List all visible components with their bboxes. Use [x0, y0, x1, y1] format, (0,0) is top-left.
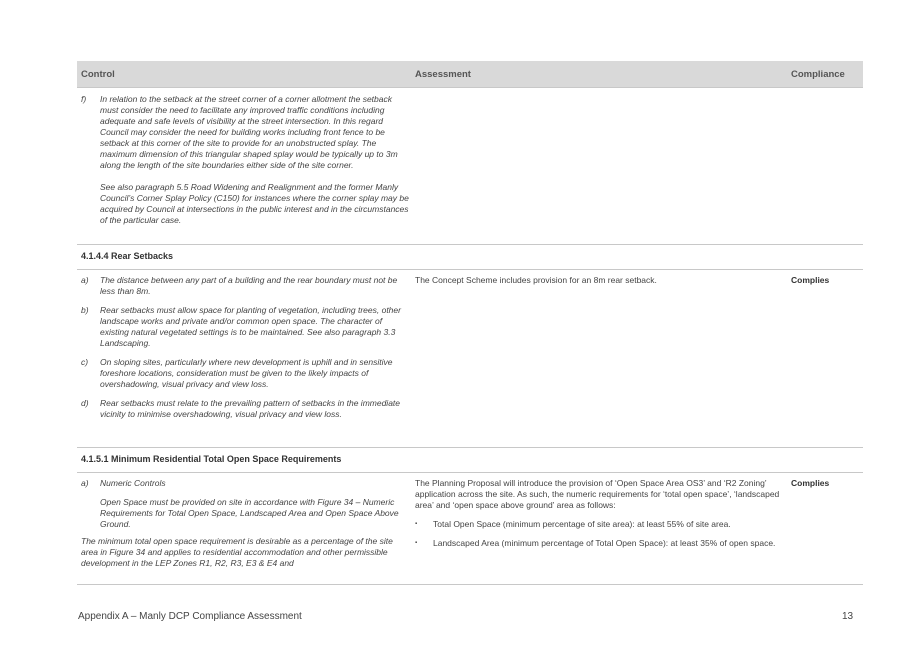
status-badge: Complies — [791, 478, 830, 488]
control-item — [81, 305, 415, 349]
control-text: In relation to the setback at the street corner of a corner allotment the setback must consider the need to facilitate any improved traffic conditions including adequate and safe levels of visibility at the street intersection. In this regard Council may consider the need for building works including front fence to be setback at this corner of the site to provide for an unobstructed splay. The maximum dimension of this triangular shaped splay would be typically up to 3m along the length of the site boundaries either side of the site corner. — [100, 94, 398, 170]
table-header — [77, 61, 863, 88]
item-label: c) — [81, 357, 89, 367]
list-item — [415, 519, 781, 530]
item-label: b) — [81, 305, 89, 315]
page-number: 13 — [842, 611, 854, 622]
header-assessment: Assessment — [415, 68, 471, 80]
control-item — [81, 478, 415, 530]
header-control: Control — [81, 68, 115, 80]
table-row-open-space — [77, 473, 863, 585]
item-label: a) — [81, 275, 89, 285]
section-heading-open-space: 4.1.5.1 Minimum Residential Total Open Space Requirements — [77, 448, 863, 473]
header-compliance: Compliance — [791, 68, 845, 80]
status-badge: Complies — [791, 275, 830, 285]
list-item — [415, 538, 781, 549]
control-text: The distance between any part of a building and the rear boundary must not be less than 8m. — [100, 275, 398, 296]
item-label: f) — [81, 94, 87, 104]
control-item — [81, 275, 415, 297]
control-text: On sloping sites, particularly where new development is uphill and in sensitive foreshore locations, consideration must be given to the likely impacts of overshadowing, visual privacy and view loss. — [100, 357, 393, 389]
control-heading: Numeric Controls — [100, 478, 166, 488]
item-label: d) — [81, 398, 89, 408]
table-row-rear-setbacks — [77, 270, 863, 448]
table-row-f — [77, 88, 863, 245]
assessment-text: The Planning Proposal will introduce the provision of ‘Open Space Area OS3’ and ‘R2 Zoning’ application across the site. As such, the numeric requirements for ‘total open space’, ‘landscaped area’ and ‘open space above ground’ area as follows: — [415, 478, 780, 510]
control-item — [81, 398, 415, 420]
control-text: Rear setbacks must allow space for planting of vegetation, including trees, other landscape works and private and/or common open space. The character of existing natural vegetated settings is to be maintained. See also paragraph 3.3 Landscaping. — [100, 305, 401, 348]
footer-title: Appendix A – Manly DCP Compliance Assessment — [78, 611, 302, 622]
control-item — [81, 357, 415, 390]
item-label: a) — [81, 478, 89, 488]
control-text: The minimum total open space requirement is desirable as a percentage of the site area in Figure 34 and applies to residential accommodation and other permissible development in the LEP Zones R1, R2, R3, E3 & E4 and — [81, 536, 393, 568]
bullet-text: Total Open Space (minimum percentage of site area): at least 55% of site area. — [433, 519, 731, 529]
bullet-icon: ▪ — [415, 540, 418, 546]
bullet-icon: ▪ — [415, 521, 418, 527]
bullet-text: Landscaped Area (minimum percentage of Total Open Space): at least 35% of open space. — [433, 538, 776, 548]
control-text: See also paragraph 5.5 Road Widening and Realignment and the former Manly Council’s Corner Splay Policy (C150) for instances where the corner splay may be acquired by Council at intersections in the public interest and in the circumstances of the particular case. — [100, 182, 409, 225]
compliance-table — [77, 61, 863, 585]
control-text: Rear setbacks must relate to the prevailing pattern of setbacks in the immediate vicinity to minimise overshadowing, visual privacy and view loss. — [100, 398, 401, 419]
control-item-f — [81, 94, 415, 226]
assessment-text: The Concept Scheme includes provision for an 8m rear setback. — [415, 275, 657, 285]
control-text: Open Space must be provided on site in accordance with Figure 34 – Numeric Requirements for Total Open Space, Landscaped Area and Open Space Above Ground. — [100, 497, 399, 529]
section-heading-rear-setbacks: 4.1.4.4 Rear Setbacks — [77, 245, 863, 270]
